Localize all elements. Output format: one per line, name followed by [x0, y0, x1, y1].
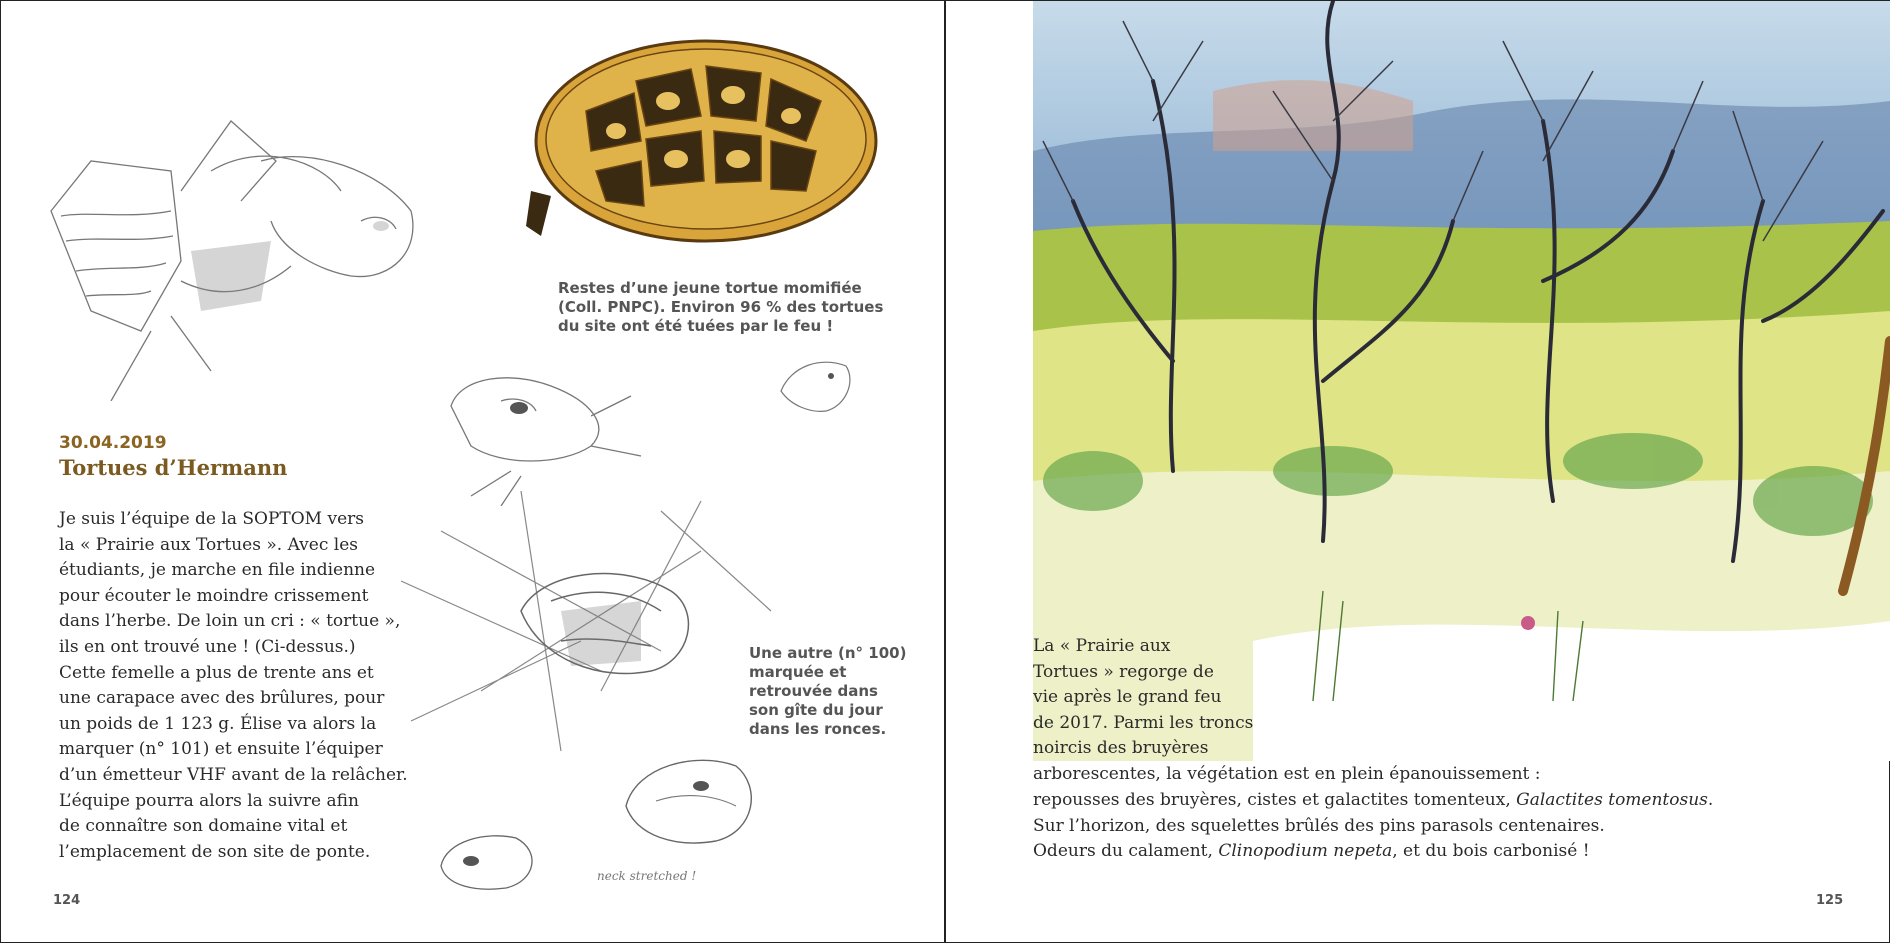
right-body-short: La « Prairie aux Tortues » regorge de vie après le grand feu de 2017. Parmi les troncs noircis des bruyères: [1033, 636, 1254, 759]
right-body-line3: [1033, 814, 1605, 840]
page-number-left: 124: [53, 893, 81, 908]
mummified-turtle-sketch: [31, 101, 431, 401]
right-body-line2: [1033, 788, 1713, 814]
turtle-head-lower-sketch: [616, 746, 766, 856]
entry-title: Tortues d’Hermann: [59, 455, 288, 480]
left-page: [0, 0, 945, 943]
page-number-right: 125: [1816, 893, 1844, 908]
turtle-head-bottom-sketch: [436, 826, 546, 896]
right-body-line2-end: .: [1707, 790, 1714, 810]
right-body-line4: [1033, 839, 1590, 865]
shell-caption: Restes d’une jeune tortue momifiée (Coll. PNPC). Environ 96 % des tortues du site ont été tuées par le feu !: [558, 279, 884, 335]
species-clinopodium: Clinopodium nepeta: [1218, 841, 1393, 861]
right-body-line2-text: repousses des bruyères, cistes et galactites tomenteux,: [1033, 790, 1517, 810]
right-body-line1-text: arborescentes, la végétation est en plein épanouissement :: [1033, 764, 1541, 784]
other-turtle-caption: Une autre (n° 100) marquée et retrouvée dans son gîte du jour dans les ronces.: [749, 644, 907, 738]
species-galactites: Galactites tomentosus: [1516, 790, 1708, 810]
right-body-line4-text: Odeurs du calament,: [1033, 841, 1219, 861]
entry-date: 30.04.2019: [59, 433, 167, 453]
turtle-head-sketch: [441, 356, 651, 506]
scribble-note: neck stretched !: [597, 869, 697, 883]
right-body-line4-end: , et du bois carbonisé !: [1392, 841, 1590, 861]
right-body-line1: [1033, 762, 1541, 788]
turtle-shell-illustration: [516, 21, 886, 261]
right-body-line3-text: Sur l’horizon, des squelettes brûlés des pins parasols centenaires.: [1033, 816, 1605, 836]
turtle-head-small-sketch: [776, 351, 856, 421]
right-page: [945, 0, 1890, 943]
entry-body: Je suis l’équipe de la SOPTOM vers la « Prairie aux Tortues ». Avec les étudiants, je marche en file indienne pour écouter le moindre crissement dans l’herbe. De loin un cri : « tortue », ils en ont trouvé une ! (Ci-dessus.) Cette femelle a plus de trente ans et une carapace avec des brûlures, pour un poids de 1 123 g. Élise va alors la marquer (n° 101) et ensuite l’équiper d’un émetteur VHF avant de la relâcher. L’équipe pourra alors la suivre afin de connaître son domaine vital et l’emplacement de son site de ponte.: [59, 509, 408, 862]
